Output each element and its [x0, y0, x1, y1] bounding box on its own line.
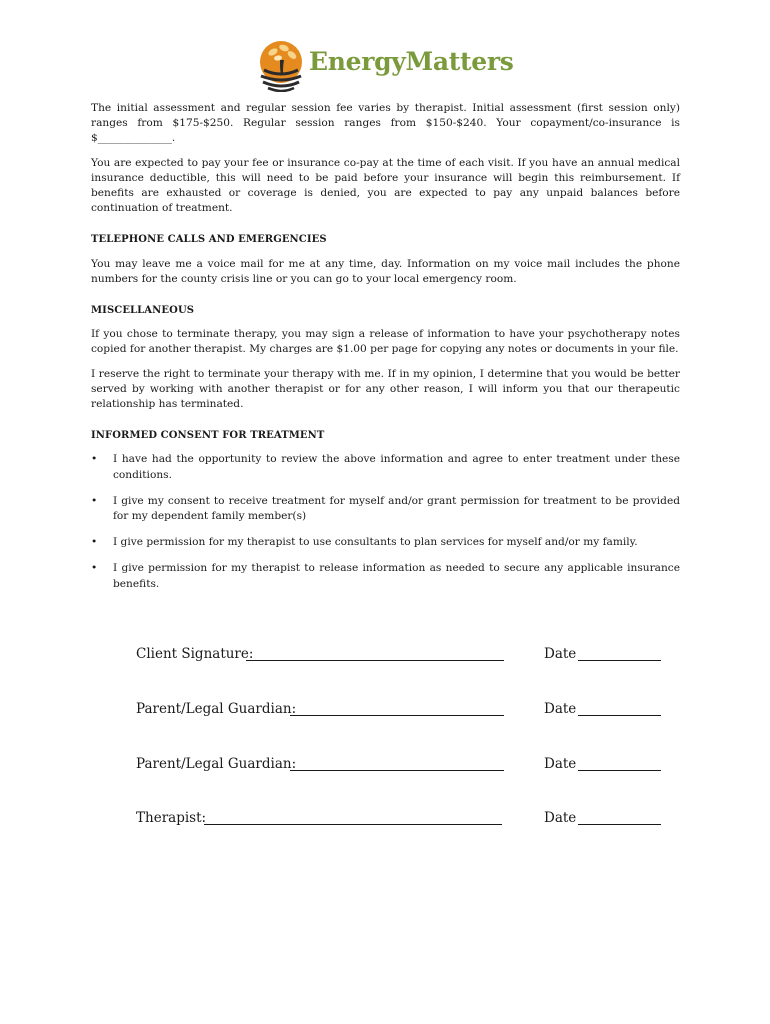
- consent-list: [91, 452, 680, 591]
- tree-roots-logo-icon: [256, 40, 306, 92]
- guardian-signature-row: [136, 697, 666, 719]
- consent-item-text: I give permission for my therapist to use consultants to plan services for myself and/or my family.: [113, 536, 638, 549]
- miscellaneous-heading: MISCELLANEOUS: [91, 305, 195, 317]
- second-guardian-signature-label: Parent/Legal Guardian:: [136, 756, 297, 772]
- telephone-heading: TELEPHONE CALLS AND EMERGENCIES: [91, 234, 327, 246]
- consent-item-text: I have had the opportunity to review the above information and agree to enter treatment under these conditions.: [113, 453, 680, 481]
- termination-rights-paragraph: I reserve the right to terminate your therapy with me. If in my opinion, I determine that you would be better served by working with another therapist or for any other reason, I will inform you that our therapeutic relationship has terminated.: [91, 367, 680, 411]
- list-item: [91, 494, 680, 524]
- second-guardian-date-field[interactable]: [578, 770, 661, 771]
- list-item: [91, 561, 680, 591]
- client-signature-field[interactable]: [246, 660, 504, 661]
- date-label: Date: [544, 646, 577, 662]
- therapist-signature-field[interactable]: [204, 824, 502, 825]
- consent-item-text: I give permission for my therapist to release information as needed to secure any applicable insurance benefits.: [113, 562, 680, 590]
- form-body: [91, 101, 680, 603]
- bullet-icon: •: [91, 536, 98, 549]
- brand-name: EnergyMatters: [309, 47, 514, 76]
- list-item: [91, 535, 680, 550]
- client-signature-label: Client Signature:: [136, 646, 254, 662]
- guardian-signature-label: Parent/Legal Guardian:: [136, 701, 297, 717]
- consent-item-text: I give my consent to receive treatment for myself and/or grant permission for treatment to be provided for my dependent family member(s): [113, 494, 680, 523]
- client-date-field[interactable]: [578, 660, 661, 661]
- fees-paragraph: The initial assessment and regular session fee varies by therapist. Initial assessment (first session only) ranges from $175-$250. Regular session ranges from $150-$240. Your copayment/co-insurance is $______________.: [91, 102, 680, 145]
- brand-logo: [256, 40, 526, 96]
- bullet-icon: •: [91, 453, 98, 466]
- therapist-date-field[interactable]: [578, 824, 661, 825]
- consent-heading: INFORMED CONSENT FOR TREATMENT: [91, 430, 325, 442]
- guardian-date-field[interactable]: [578, 715, 661, 716]
- telephone-paragraph: You may leave me a voice mail for me at any time, day. Information on my voice mail includes the phone numbers for the county crisis line or you can go to your local emergency room.: [91, 257, 680, 285]
- payment-paragraph: You are expected to pay your fee or insurance co-pay at the time of each visit. If you have an annual medical insurance deductible, this will need to be paid before your insurance will begin this reimbursement. If benefits are exhausted or coverage is denied, you are expected to pay any unpaid balances before continuation of treatment.: [91, 156, 680, 215]
- second-guardian-signature-field[interactable]: [290, 770, 504, 771]
- client-signature-row: [136, 642, 666, 664]
- second-guardian-signature-row: [136, 752, 666, 774]
- list-item: [91, 452, 680, 482]
- bullet-icon: •: [91, 494, 98, 507]
- bullet-icon: •: [91, 562, 98, 575]
- therapist-signature-label: Therapist:: [136, 810, 207, 826]
- date-label: Date: [544, 810, 577, 826]
- therapist-signature-row: [136, 806, 666, 828]
- termination-notes-paragraph: If you chose to terminate therapy, you may sign a release of information to have your psychotherapy notes copied for another therapist. My charges are $1.00 per page for copying any notes or documents in your file.: [91, 328, 680, 356]
- date-label: Date: [544, 701, 577, 717]
- date-label: Date: [544, 756, 577, 772]
- guardian-signature-field[interactable]: [290, 715, 504, 716]
